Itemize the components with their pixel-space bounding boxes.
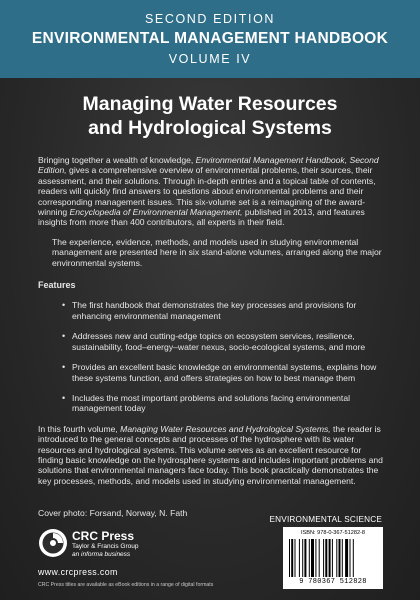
feature-text: Includes the most important problems and solutions facing environmental management today: [72, 392, 351, 414]
publisher-text: [72, 530, 138, 559]
publisher-name: CRC Press: [72, 529, 135, 543]
features-heading: Features: [38, 280, 76, 291]
intro-handbook-title: Environmental Management Handbook, Second Edition,: [38, 155, 379, 176]
barcode-bar: [336, 539, 337, 577]
edition-label: SECOND EDITION: [144, 12, 276, 26]
feature-item: [38, 331, 388, 352]
barcode-bar: [302, 539, 303, 577]
features-list: [38, 300, 388, 413]
barcode-bar: [311, 539, 314, 577]
intro-paragraph: [38, 155, 388, 228]
bullet-icon: •: [62, 331, 66, 342]
cover-photo-credit: Cover photo: Forsand, Norway, N. Fath: [38, 508, 188, 518]
feature-item: [38, 393, 388, 414]
publisher-tagline: an informa business: [72, 551, 131, 558]
feature-item: [38, 300, 388, 321]
isbn-barcode: [283, 527, 383, 589]
book-title: [0, 92, 420, 140]
barcode-bar: [315, 539, 316, 577]
barcode-bar: [309, 539, 310, 577]
book-title-line1: Managing Water Resources: [82, 93, 338, 115]
volume-description: [38, 424, 388, 486]
intro-text-5: published in 2013, and features insights from more than 400 contributors, all experts in their field.: [38, 207, 365, 228]
barcode-bar: [319, 539, 320, 577]
barcode-bar: [304, 539, 306, 577]
bullet-icon: •: [62, 362, 66, 373]
barcode-digits: 9 780367 512828: [299, 578, 367, 586]
barcode-bar: [342, 539, 343, 577]
barcode-bar: [329, 539, 331, 577]
barcode-bar: [295, 539, 296, 577]
series-header: [0, 0, 420, 78]
intro-encyclopedia-title: Encyclopedia of Environmental Management,: [69, 207, 243, 218]
barcode-bar: [345, 539, 348, 577]
bullet-icon: •: [62, 300, 66, 311]
feature-text: Addresses new and cutting-edge topics on ecosystem services, resilience, sustainability, food–energy–water nexus, socio-ecological systems, and more: [72, 331, 366, 352]
intro-text-3: gives a comprehensive overview of environmental problems, their sources, their assessment, and their solutions. Through in-depth entries and a topical table of contents, readers will quickly find answers to questions about environmental problems and their corresponding management issues. This six-volume set is a reimagining of the award-winning: [38, 165, 376, 218]
volume-desc-text-1: In this fourth volume,: [38, 423, 121, 434]
intro-text-1: Bringing together a wealth of knowledge,: [38, 155, 196, 165]
barcode-bar: [332, 539, 333, 577]
isbn-label: ISBN: 978-0-367-51282-8: [300, 530, 366, 536]
ebook-fineprint: CRC Press titles are available as eBook editions in a range of digital formats: [38, 582, 214, 588]
bullet-icon: •: [62, 392, 66, 403]
volumes-paragraph: The experience, evidence, methods, and models used in studying environmental management are presented here in six stand-alone volumes, arranged along the major environmental systems.: [52, 236, 382, 268]
barcode-bar: [325, 539, 327, 577]
barcode-bar: [291, 539, 293, 577]
subject-category: ENVIRONMENTAL SCIENCE: [269, 515, 382, 524]
feature-item: [38, 362, 388, 383]
publisher-group: Taylor & Francis Group: [72, 543, 139, 550]
barcode-bar: [323, 539, 324, 577]
book-title-line2: and Hydrological Systems: [88, 117, 332, 139]
barcode-bar: [289, 539, 290, 577]
barcode-bar: [339, 539, 341, 577]
feature-text: Provides an excellent basic knowledge on environmental systems, explains how these systems function, and offers strategies on how to best manage them: [72, 362, 377, 383]
volume-desc-title: Managing Water Resources and Hydrological Systems,: [120, 423, 331, 434]
barcode-bar: [299, 539, 300, 577]
volume-label: VOLUME IV: [168, 52, 252, 66]
publisher-website[interactable]: www.crcpress.com: [38, 567, 118, 577]
crc-logo-icon: [38, 528, 68, 558]
volume-desc-text-3: the reader is introduced to the general concepts and processes of the hydrosphere with its water resources and hydrological systems. This volume serves as an excellent resource for finding basic knowledge on the hydrosphere systems and includes important problems and solutions that environmental managers face today. This book practically demonstrates the key processes, methods, and models used in studying environmental management.: [38, 423, 383, 486]
feature-text: The first handbook that demonstrates the key processes and provisions for enhancing environmental management: [72, 300, 357, 321]
barcode-bar: [350, 539, 351, 577]
description-body: [38, 155, 388, 486]
barcode-bar: [353, 539, 354, 577]
series-title: ENVIRONMENTAL MANAGEMENT HANDBOOK: [31, 30, 389, 47]
publisher-logo: [38, 528, 168, 564]
barcode-bars: [289, 539, 377, 577]
